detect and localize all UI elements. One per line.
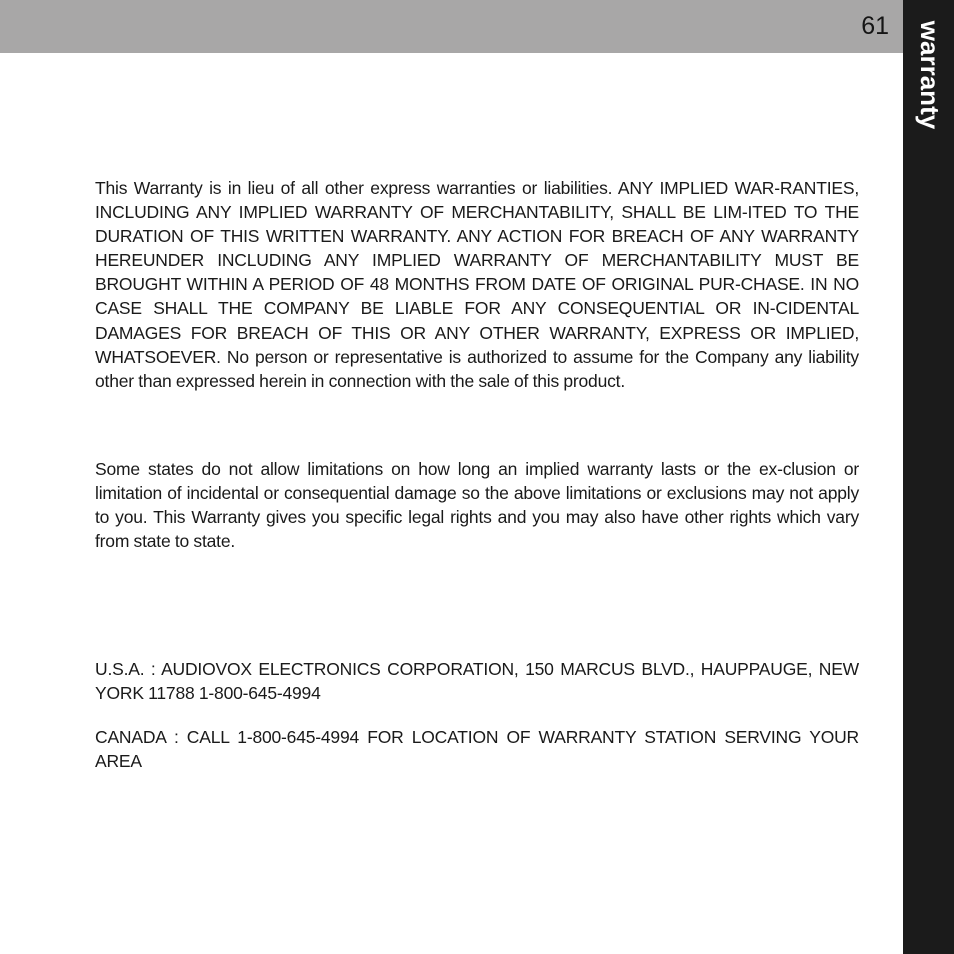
- address-usa: U.S.A. : AUDIOVOX ELECTRONICS CORPORATION, 150 MARCUS BLVD., HAUPPAUGE, NEW YORK 11788 1-800-645-4994: [95, 659, 859, 704]
- side-tab: [903, 0, 954, 954]
- header-band: [0, 0, 903, 53]
- side-tab-label: warranty: [915, 20, 945, 130]
- warranty-paragraph-limitations: This Warranty is in lieu of all other express warranties or liabilities. ANY IMPLIED WAR-RANTIES, INCLUDING ANY IMPLIED WARRANTY OF MERCHANTABILITY, SHALL BE LIM-ITED TO THE DURATION OF THIS WRITTEN WARRANTY. ANY ACTION FOR BREACH OF ANY WARRANTY HEREUNDER INCLUDING ANY IMPLIED WARRANTY OF MERCHANTABILITY MUST BE BROUGHT WITHIN A PERIOD OF 48 MONTHS FROM DATE OF ORIGINAL PUR-CHASE. IN NO CASE SHALL THE COMPANY BE LIABLE FOR ANY CONSEQUENTIAL OR IN-CIDENTAL DAMAGES FOR BREACH OF THIS OR ANY OTHER WARRANTY, EXPRESS OR IMPLIED, WHATSOEVER. No person or representative is authorized to assume for the Company any liability other than expressed herein in connection with the sale of this product.: [95, 178, 859, 391]
- page-number: 61: [861, 12, 889, 40]
- address-canada: CANADA : CALL 1-800-645-4994 FOR LOCATION OF WARRANTY STATION SERVING YOUR AREA: [95, 727, 859, 772]
- warranty-paragraph-state-rights: Some states do not allow limitations on how long an implied warranty lasts or the ex-clusion or limitation of incidental or consequential damage so the above limitations or exclusions may not apply to you. This Warranty gives you specific legal rights and you may also have other rights which vary from state to state.: [95, 459, 859, 552]
